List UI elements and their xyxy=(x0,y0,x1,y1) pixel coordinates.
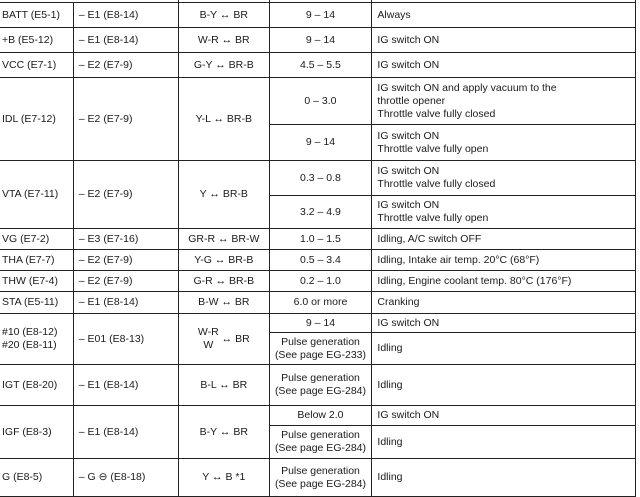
table-row-inj-1 xyxy=(0,314,636,333)
wire-color-cell: Y ↔ B *1 xyxy=(179,459,269,497)
voltage-cell xyxy=(269,426,372,459)
wire-color-cell: B-L ↔ BR xyxy=(179,365,269,406)
condition-cell: Idling xyxy=(372,365,636,406)
wire-line: W-R xyxy=(197,326,219,338)
terminal-cell: IGT (E8-20) xyxy=(0,365,73,406)
condition-line: IG switch ON xyxy=(377,199,440,211)
ground-cell: – G ⊖ (E8-18) xyxy=(73,459,178,497)
wire-color-cell: Y-L ↔ BR-B xyxy=(179,78,269,161)
condition-cell: IG switch ON xyxy=(372,314,636,333)
wire-color-cell: Y ↔ BR-B xyxy=(179,161,269,229)
terminal-cell xyxy=(0,314,73,365)
condition-cell: Idling xyxy=(372,333,636,365)
terminal-cell: IGF (E8-3) xyxy=(0,406,73,459)
condition-line: IG switch ON and apply vacuum to the xyxy=(377,81,557,94)
condition-cell: Cranking xyxy=(372,292,636,314)
ground-cell: – E2 (E7-9) xyxy=(73,53,178,78)
condition-cell xyxy=(372,161,636,196)
wire-line: W xyxy=(203,339,214,351)
terminal-cell: IDL (E7-12) xyxy=(0,78,73,161)
voltage-line: Pulse generation xyxy=(281,335,360,348)
condition-cell xyxy=(372,196,636,229)
ground-cell: – E2 (E7-9) xyxy=(73,250,178,271)
voltage-cell: 0.3 – 0.8 xyxy=(269,161,372,196)
condition-cell: Idling, A/C switch OFF xyxy=(372,229,636,250)
condition-cell: Idling xyxy=(372,426,636,459)
voltage-line: Pulse generation xyxy=(281,372,360,384)
wire-color-cell: Y-G ↔ BR-B xyxy=(179,250,269,271)
wire-color-cell: W-R ↔ BR xyxy=(179,28,269,53)
terminal-cell: VG (E7-2) xyxy=(0,229,73,250)
terminal-line: #20 (E8-11) xyxy=(2,339,57,351)
wire-color-cell: G-Y ↔ BR-B xyxy=(179,53,269,78)
terminal-cell: +B (E5-12) xyxy=(0,28,73,53)
terminal-cell: BATT (E5-1) xyxy=(0,3,73,28)
table-row-plusb xyxy=(0,28,636,53)
voltage-cell: 1.0 – 1.5 xyxy=(269,229,372,250)
voltage-cell: 9 – 14 xyxy=(269,314,372,333)
voltage-cell: 9 – 14 xyxy=(269,28,372,53)
voltage-cell: Below 2.0 xyxy=(269,406,372,426)
wire-color-cell: B-Y ↔ BR xyxy=(179,406,269,459)
table-row-igf-1 xyxy=(0,406,636,426)
ground-cell: – E2 (E7-9) xyxy=(73,161,178,229)
wire-color-group xyxy=(198,326,219,352)
condition-cell: Always xyxy=(372,3,636,28)
terminal-cell: STA (E5-11) xyxy=(0,292,73,314)
terminal-cell: VTA (E7-11) xyxy=(0,161,73,229)
table-row-vcc xyxy=(0,53,636,78)
condition-cell: Idling xyxy=(372,459,636,497)
terminal-cell: VCC (E7-1) xyxy=(0,53,73,78)
voltage-cell: 6.0 or more xyxy=(269,292,372,314)
voltage-cell: 0.5 – 3.4 xyxy=(269,250,372,271)
condition-line: throttle opener xyxy=(377,94,446,107)
condition-cell: Idling, Engine coolant temp. 80°C (176°F) xyxy=(372,271,636,292)
wire-color-cell: GR-R ↔ BR-W xyxy=(179,229,269,250)
condition-line: Throttle valve fully closed xyxy=(377,178,496,190)
voltage-line: (See page EG-233) xyxy=(274,348,366,361)
table-row-igt xyxy=(0,365,636,406)
ground-cell: – E1 (E8-14) xyxy=(73,292,178,314)
voltage-cell: 4.5 – 5.5 xyxy=(269,53,372,78)
wire-line: ↔ BR xyxy=(221,332,250,345)
ground-cell: – E1 (E8-14) xyxy=(73,365,178,406)
condition-line: IG switch ON xyxy=(377,129,440,142)
table-row-g xyxy=(0,459,636,497)
voltage-cell: 0 – 3.0 xyxy=(269,78,372,125)
voltage-line: Pulse generation xyxy=(281,429,360,441)
voltage-cell: 0.2 – 1.0 xyxy=(269,271,372,292)
condition-line: Throttle valve fully open xyxy=(377,142,489,155)
table-row-tha xyxy=(0,250,636,271)
ground-cell: – E2 (E7-9) xyxy=(73,271,178,292)
table-row-thw xyxy=(0,271,636,292)
wire-color-cell: B-Y ↔ BR xyxy=(179,3,269,28)
ground-cell: – E3 (E7-16) xyxy=(73,229,178,250)
ground-cell: – E1 (E8-14) xyxy=(73,406,178,459)
voltage-cell: 9 – 14 xyxy=(269,3,372,28)
voltage-line: (See page EG-284) xyxy=(274,477,366,490)
table-row-vta-1 xyxy=(0,161,636,196)
condition-cell xyxy=(372,125,636,161)
terminal-cell: THA (E7-7) xyxy=(0,250,73,271)
condition-line: Throttle valve fully closed xyxy=(377,107,496,120)
condition-line: IG switch ON xyxy=(377,165,440,177)
condition-cell: Idling, Intake air temp. 20°C (68°F) xyxy=(372,250,636,271)
wire-color-cell: B-W ↔ BR xyxy=(179,292,269,314)
ground-cell: – E1 (E8-14) xyxy=(73,3,178,28)
voltage-line: Pulse generation xyxy=(281,464,360,477)
condition-cell: IG switch ON xyxy=(372,28,636,53)
table-row-vg xyxy=(0,229,636,250)
ground-cell: – E2 (E7-9) xyxy=(73,78,178,161)
terminal-cell: G (E8-5) xyxy=(0,459,73,497)
voltage-cell: 3.2 – 4.9 xyxy=(269,196,372,229)
wire-color-cell: G-R ↔ BR-B xyxy=(179,271,269,292)
voltage-cell xyxy=(269,333,372,365)
voltage-line: (See page EG-284) xyxy=(274,442,366,454)
condition-cell: IG switch ON xyxy=(372,406,636,426)
table-row-batt xyxy=(0,3,636,28)
voltage-cell xyxy=(269,459,372,497)
table-row-sta xyxy=(0,292,636,314)
voltage-line: (See page EG-284) xyxy=(274,385,366,397)
ground-cell: – E1 (E8-14) xyxy=(73,28,178,53)
terminal-cell: THW (E7-4) xyxy=(0,271,73,292)
condition-cell: IG switch ON xyxy=(372,53,636,78)
condition-cell xyxy=(372,78,636,125)
wire-color-cell xyxy=(179,314,269,365)
terminal-line: #10 (E8-12) xyxy=(2,326,58,338)
voltage-cell: 9 – 14 xyxy=(269,125,372,161)
voltage-cell xyxy=(269,365,372,406)
condition-line: Throttle valve fully open xyxy=(377,212,489,224)
ground-cell: – E01 (E8-13) xyxy=(73,314,178,365)
table-row-idl-1 xyxy=(0,78,636,125)
